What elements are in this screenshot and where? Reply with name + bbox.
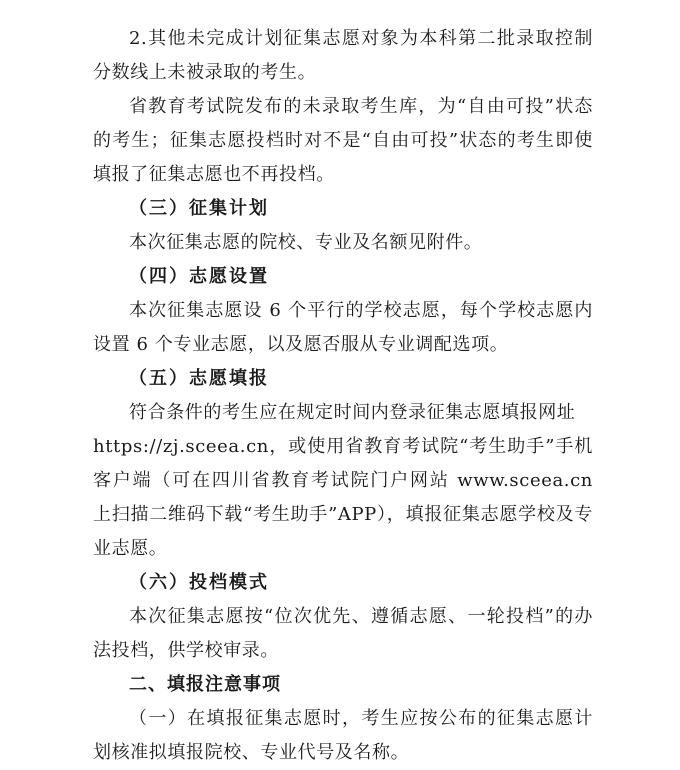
- paragraph-settings: 本次征集志愿设 6 个平行的学校志愿，每个学校志愿内设置 6 个专业志愿，以及愿否服从专业调配选项。: [93, 300, 593, 355]
- part-heading-notes: 二、填报注意事项: [129, 674, 281, 695]
- paragraph-dispatch-mode: 本次征集志愿按“位次优先、遵循志愿、一轮投档”的办法投档，供学校审录。: [93, 606, 593, 661]
- paragraph-filling-details: https://zj.sceea.cn，或使用省教育考试院“考生助手”手机客户端（可在四川省教育考试院门户网站 www.sceea.cn 上扫描二维码下载“考生助手”APP），填报征集志愿学校及专业志愿。: [93, 436, 593, 559]
- document-body: [93, 22, 593, 770]
- paragraph-notes-item-1: （一）在填报征集志愿时，考生应按公布的征集志愿计划核准拟填报院校、专业代号及名称。: [93, 708, 593, 763]
- section-heading-settings: （四）志愿设置: [129, 266, 269, 287]
- paragraph-other-candidates: 2.其他未完成计划征集志愿对象为本科第二批录取控制分数线上未被录取的考生。: [93, 28, 593, 83]
- section-heading-plan: （三）征集计划: [129, 198, 269, 219]
- section-heading-dispatch-mode: （六）投档模式: [129, 572, 269, 593]
- paragraph-filling-intro: 符合条件的考生应在规定时间内登录征集志愿填报网址: [129, 402, 576, 423]
- section-heading-filling: （五）志愿填报: [129, 368, 269, 389]
- paragraph-unadmitted-pool: 省教育考试院发布的未录取考生库，为“自由可投”状态的考生；征集志愿投档时对不是“自由可投”状态的考生即使填报了征集志愿也不再投档。: [93, 96, 593, 185]
- paragraph-plan: 本次征集志愿的院校、专业及名额见附件。: [129, 232, 483, 253]
